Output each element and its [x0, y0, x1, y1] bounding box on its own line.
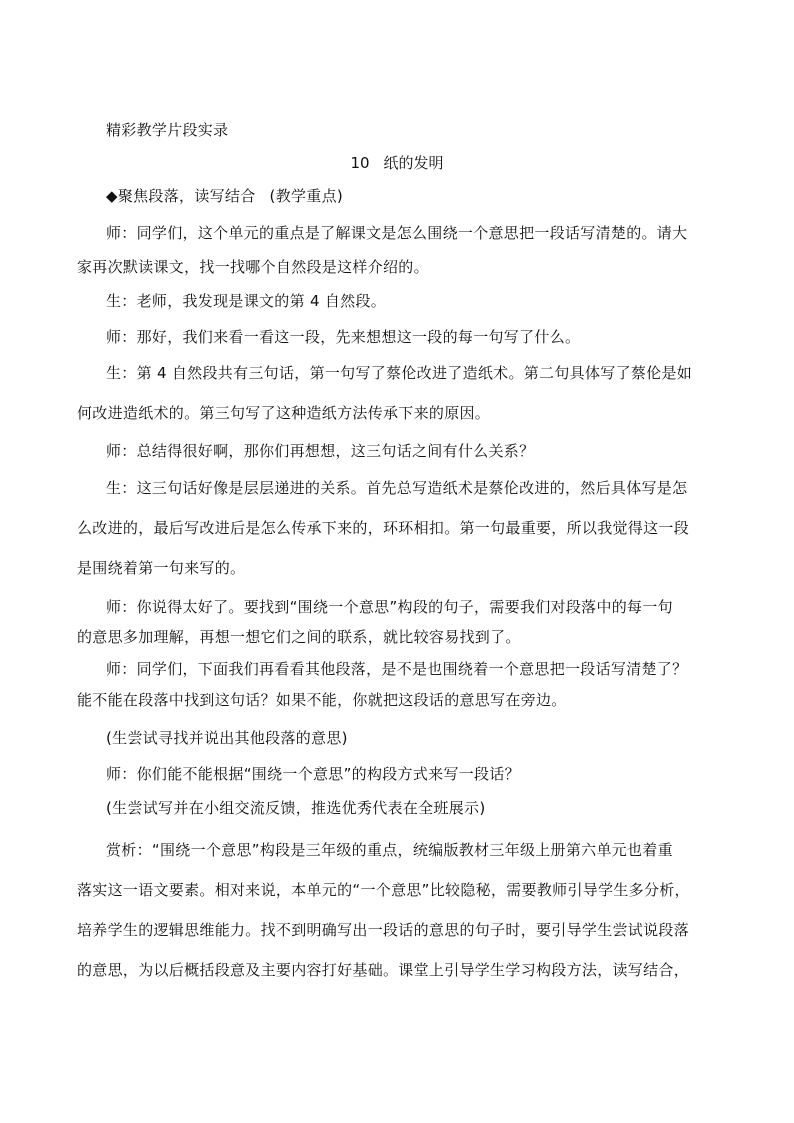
- body-line: 的意思多加理解，再想一想它们之间的联系，就比较容易找到了。: [77, 628, 521, 646]
- body-line: 师：那好，我们来看一看这一段，先来想想这一段的每一句写了什么。: [106, 328, 581, 346]
- section-heading-tag: (教学重点): [269, 187, 344, 205]
- body-line: 赏析：“围绕一个意思”构段是三年级的重点，统编版教材三年级上册第六单元也着重: [106, 841, 673, 859]
- body-line: 生：老师，我发现是课文的第 4 自然段。: [106, 292, 387, 310]
- body-line: 落实这一语文要素。相对来说，本单元的“一个意思”比较隐秘，需要教师引导学生多分析，: [77, 881, 690, 899]
- body-line: 么改进的，最后写改进后是怎么传承下来的，环环相扣。第一句最重要，所以我觉得这一段: [77, 519, 690, 537]
- lesson-number: 10: [350, 154, 370, 172]
- body-line: 师：你们能不能根据“围绕一个意思”的构段方式来写一段话？: [106, 765, 520, 783]
- body-line: 师：同学们，这个单元的重点是了解课文是怎么围绕一个意思把一段话写清楚的。请大: [106, 224, 688, 242]
- section-header: 精彩教学片段实录: [106, 121, 229, 139]
- lesson-name: 纸的发明: [383, 154, 444, 172]
- body-line: 的意思，为以后概括段意及主要内容打好基础。课堂上引导学生学习构段方法，读写结合，: [77, 961, 690, 979]
- body-line: (生尝试写并在小组交流反馈，推选优秀代表在全班展示): [106, 799, 486, 817]
- body-line: 何改进造纸术的。第三句写了这种造纸方法传承下来的原因。: [77, 404, 491, 422]
- body-line: 是围绕着第一句来写的。: [77, 559, 246, 577]
- section-heading-text: ◆聚焦段落，读写结合: [106, 187, 256, 205]
- body-line: 家再次默读课文，找一找哪个自然段是这样介绍的。: [77, 258, 429, 276]
- body-line: 师：你说得太好了。要找到“围绕一个意思”构段的句子，需要我们对段落中的每一句: [106, 598, 673, 616]
- body-line: (生尝试寻找并说出其他段落的意思): [106, 729, 348, 747]
- body-line: 生：第 4 自然段共有三句话，第一句写了蔡伦改进了造纸术。第二句具体写了蔡伦是如: [106, 364, 693, 382]
- body-line: 能不能在段落中找到这句话？如果不能，你就把这段话的意思写在旁边。: [77, 691, 567, 709]
- body-line: 培养学生的逻辑思维能力。找不到明确写出一段话的意思的句子时，要引导学生尝试说段落: [77, 921, 690, 939]
- section-heading: [106, 186, 343, 206]
- body-line: 师：同学们，下面我们再看看其他段落，是不是也围绕着一个意思把一段话写清楚了？: [106, 660, 688, 678]
- body-line: 师：总结得很好啊，那你们再想想，这三句话之间有什么关系？: [106, 442, 535, 460]
- body-line: 生：这三句话好像是层层递进的关系。首先总写造纸术是蔡伦改进的，然后具体写是怎: [106, 479, 688, 497]
- lesson-title: [0, 153, 794, 173]
